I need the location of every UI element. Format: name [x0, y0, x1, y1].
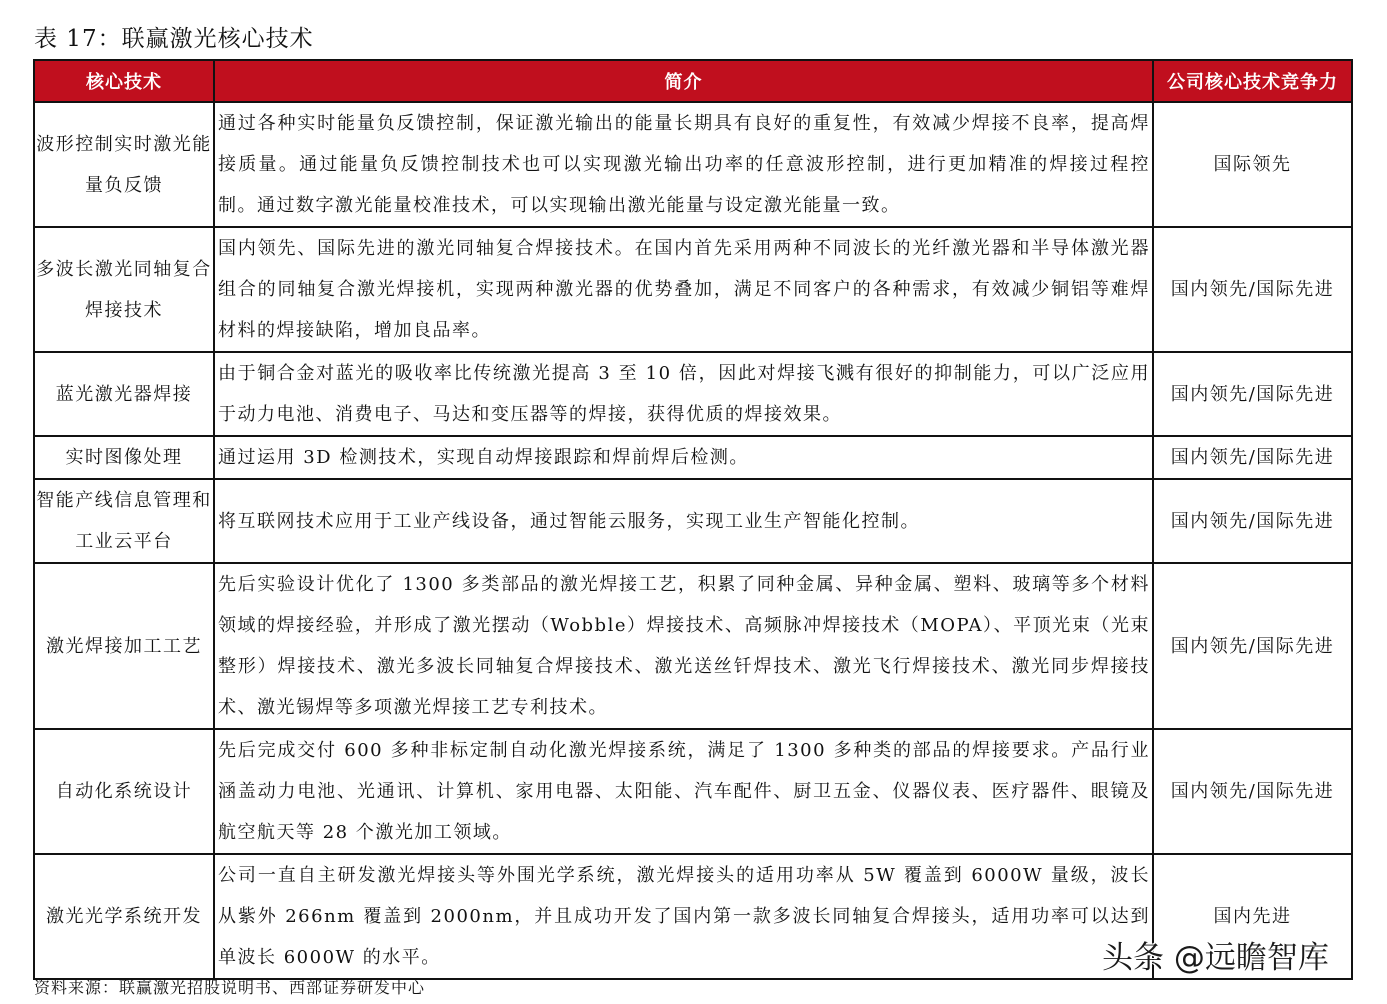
column-header-competitiveness: 公司核心技术竞争力 — [1153, 60, 1352, 102]
competitiveness-cell: 国内领先/国际先进 — [1153, 563, 1352, 729]
description-cell: 通过各种实时能量负反馈控制，保证激光输出的能量长期具有良好的重复性，有效减少焊接不良率，提高焊接质量。通过能量负反馈控制技术也可以实现激光输出功率的任意波形控制，进行更加精准的焊接过程控制。通过数字激光能量校准技术，可以实现输出激光能量与设定激光能量一致。 — [214, 102, 1153, 227]
competitiveness-cell: 国内领先/国际先进 — [1153, 479, 1352, 563]
table-row — [34, 479, 1352, 563]
competitiveness-cell: 国际领先 — [1153, 102, 1352, 227]
description-cell: 通过运用 3D 检测技术，实现自动焊接跟踪和焊前焊后检测。 — [214, 436, 1153, 479]
tech-name-cell: 波形控制实时激光能量负反馈 — [34, 102, 214, 227]
column-header-description: 简介 — [214, 60, 1153, 102]
description-cell: 先后实验设计优化了 1300 多类部品的激光焊接工艺，积累了同种金属、异种金属、塑料、玻璃等多个材料领域的焊接经验，并形成了激光摆动（Wobble）焊接技术、高频脉冲焊接技术（MOPA）、平顶光束（光束整形）焊接技术、激光多波长同轴复合焊接技术、激光送丝钎焊技术、激光飞行焊接技术、激光同步焊接技术、激光锡焊等多项激光焊接工艺专利技术。 — [214, 563, 1153, 729]
column-header-tech: 核心技术 — [34, 60, 214, 102]
competitiveness-cell: 国内领先/国际先进 — [1153, 352, 1352, 436]
tech-name-cell: 蓝光激光器焊接 — [34, 352, 214, 436]
tech-name-cell: 多波长激光同轴复合焊接技术 — [34, 227, 214, 352]
tech-name-cell: 实时图像处理 — [34, 436, 214, 479]
table-row — [34, 563, 1352, 729]
tech-name-cell: 自动化系统设计 — [34, 729, 214, 854]
table-row — [34, 227, 1352, 352]
table-row — [34, 102, 1352, 227]
competitiveness-cell: 国内先进 — [1153, 854, 1352, 979]
core-technology-table — [33, 59, 1353, 980]
description-cell: 国内领先、国际先进的激光同轴复合焊接技术。在国内首先采用两种不同波长的光纤激光器和半导体激光器组合的同轴复合激光焊接机，实现两种激光器的优势叠加，满足不同客户的各种需求，有效减少铜铝等难焊材料的焊接缺陷，增加良品率。 — [214, 227, 1153, 352]
table-row — [34, 352, 1352, 436]
tech-name-cell: 智能产线信息管理和工业云平台 — [34, 479, 214, 563]
competitiveness-cell: 国内领先/国际先进 — [1153, 729, 1352, 854]
tech-name-cell: 激光光学系统开发 — [34, 854, 214, 979]
description-cell: 先后完成交付 600 多种非标定制自动化激光焊接系统，满足了 1300 多种类的部品的焊接要求。产品行业涵盖动力电池、光通讯、计算机、家用电器、太阳能、汽车配件、厨卫五金、仪器仪表、医疗器件、眼镜及航空航天等 28 个激光加工领域。 — [214, 729, 1153, 854]
table-caption: 表 17：联赢激光核心技术 — [34, 26, 314, 52]
description-cell: 公司一直自主研发激光焊接头等外围光学系统，激光焊接头的适用功率从 5W 覆盖到 6000W 量级，波长从紫外 266nm 覆盖到 2000nm，并且成功开发了国内第一款多波长同轴复合焊接头，适用功率可以达到单波长 6000W 的水平。 — [214, 854, 1153, 979]
competitiveness-cell: 国内领先/国际先进 — [1153, 436, 1352, 479]
tech-name-cell: 激光焊接加工工艺 — [34, 563, 214, 729]
description-cell: 将互联网技术应用于工业产线设备，通过智能云服务，实现工业生产智能化控制。 — [214, 479, 1153, 563]
table-header-row — [34, 60, 1352, 102]
table-row — [34, 436, 1352, 479]
competitiveness-cell: 国内领先/国际先进 — [1153, 227, 1352, 352]
table-row — [34, 729, 1352, 854]
source-note: 资料来源：联赢激光招股说明书、西部证券研发中心 — [34, 978, 426, 997]
watermark: 头条 @远瞻智库 — [1102, 940, 1329, 976]
description-cell: 由于铜合金对蓝光的吸收率比传统激光提高 3 至 10 倍，因此对焊接飞溅有很好的抑制能力，可以广泛应用于动力电池、消费电子、马达和变压器等的焊接，获得优质的焊接效果。 — [214, 352, 1153, 436]
